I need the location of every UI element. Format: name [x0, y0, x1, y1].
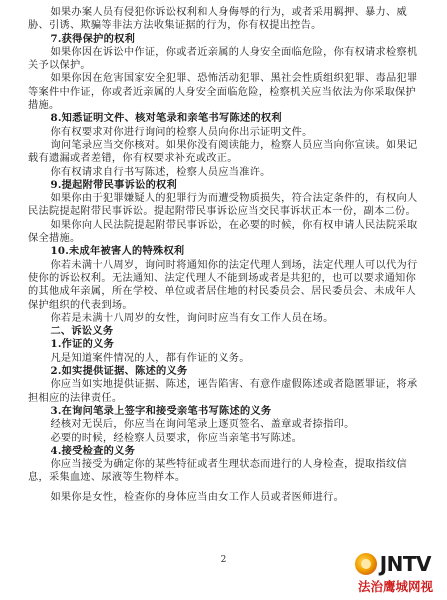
paragraph: 如果办案人员有侵犯你诉讼权利和人身侮辱的行为，或者采用羁押、暴力、威胁、引诱、欺骗等非法方法收集证据的行为，你有权提出控告。 [28, 7, 408, 32]
paragraph: 你若是未满十八周岁的女性，询问时应当有女工作人员在场。 [50, 312, 334, 324]
paragraph: 如果你因在诉讼中作证，你或者近亲属的人身安全面临危险，你有权请求检察机关予以保护。 [28, 46, 418, 72]
paragraph: 你应当如实地提供证据、陈述，诬告陷害、有意作虚假陈述或者隐匿罪证，将承担相应的法律责任。 [28, 379, 418, 404]
page-number: 2 [220, 555, 227, 565]
paragraph: 你有权要求对你进行询问的检察人员向你出示证明文件。 [50, 126, 313, 138]
logo-channel-text: 法治鹰城网视 [357, 579, 433, 594]
paragraph: 询问笔录应当交你核对。如果你没有阅读能力，检察人员应当向你宣读。如果记载有遗漏或者差错，你有权要求补充或改正。 [28, 139, 418, 165]
paragraph: 经核对无误后，你应当在询问笔录上逐页签名、盖章或者捺指印。 [50, 419, 355, 431]
paragraph: 如果你是女性，检查你的身体应当由女工作人员或者医师进行。 [50, 491, 345, 503]
tv-station-watermark-logo [345, 552, 433, 594]
subsection-heading: 4.接受检查的义务 [50, 444, 136, 457]
document-body [28, 6, 420, 504]
logo-brand-text: JNTV [379, 552, 431, 576]
paragraph: 你有权请求自行书写陈述，检察人员应当准许。 [50, 166, 271, 178]
station-emblem-icon [355, 553, 377, 575]
logo-top-row [355, 552, 431, 576]
paragraph: 你应当接受为确定你的某些特征或者生理状态而进行的人身检查，提取指纹信息，采集血迹、尿液等生物样本。 [28, 459, 408, 484]
subsection-heading: 8.知悉证明文件、核对笔录和亲笔书写陈述的权利 [50, 112, 282, 125]
paragraph: 如果你由于犯罪嫌疑人的犯罪行为而遭受物质损失，符合法定条件的，有权向人民法院提起附带民事诉讼。提起附带民事诉讼应当交民事诉状正本一份，副本二份。 [28, 193, 418, 218]
paragraph: 你若未满十八周岁，询问时将通知你的法定代理人到场，法定代理人可以代为行使你的诉讼权利。无法通知、法定代理人不能到场或者是共犯的，也可以要求通知你的其他成年亲属，所在学校、单位或者居住地的村民委员会、居民委员会、未成年人保护组织的代表到场。 [28, 259, 418, 311]
section-heading: 二、诉讼义务 [50, 325, 114, 338]
paragraph: 如果你向人民法院提起附带民事诉讼，在必要的时候，你有权申请人民法院采取保全措施。 [28, 219, 418, 245]
subsection-heading: 3.在询问笔录上签字和接受亲笔书写陈述的义务 [50, 404, 272, 417]
subsection-heading: 10.未成年被害人的特殊权利 [50, 245, 185, 258]
subsection-heading: 7.获得保护的权利 [50, 32, 136, 45]
subsection-heading: 2.如实提供证据、陈述的义务 [50, 365, 188, 378]
paragraph: 凡是知道案件情况的人，都有作证的义务。 [50, 352, 250, 364]
paragraph: 必要的时候，经检察人员要求，你应当亲笔书写陈述。 [50, 432, 303, 444]
paragraph: 如果你因在危害国家安全犯罪、恐怖活动犯罪、黑社会性质组织犯罪、毒品犯罪等案件中作证，你或者近亲属的人身安全面临危险，检察机关应当依法为你采取保护措施。 [28, 73, 418, 112]
subsection-heading: 1.作证的义务 [50, 338, 115, 351]
subsection-heading: 9.提起附带民事诉讼的权利 [50, 178, 178, 191]
